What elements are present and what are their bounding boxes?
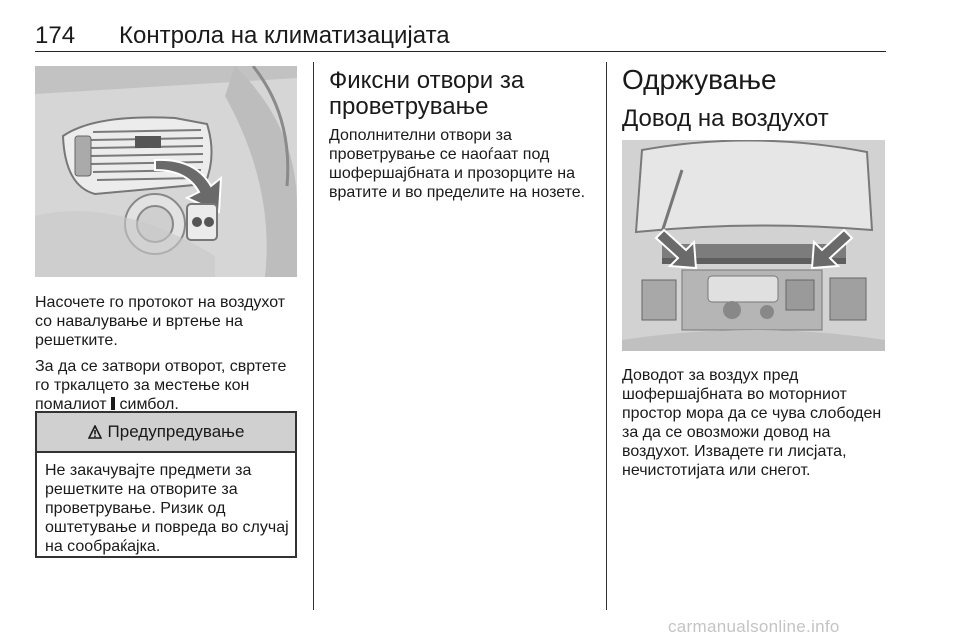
warning-box	[35, 411, 297, 558]
air-vent-illustration	[35, 66, 297, 277]
fixed-vents-text: Дополнителни отвори за проветрување се наоѓаат под шофершајбната и прозорците на вратите и во пределите на нозете.	[329, 127, 586, 201]
vent-close-text-2: симбол.	[115, 396, 179, 413]
right-column-headings	[622, 64, 888, 132]
column-divider-2	[606, 62, 607, 610]
chapter-title: Контрола на климатизацијата	[119, 22, 450, 49]
air-intake-heading: Довод на воздухот	[622, 105, 829, 132]
warning-header	[37, 413, 295, 453]
left-column-text	[35, 293, 301, 414]
warning-triangle-icon	[88, 425, 102, 439]
page-number: 174	[35, 22, 76, 49]
header-rule	[35, 51, 886, 52]
column-divider-1	[313, 62, 314, 610]
air-intake-text: Доводот за воздух пред шофершајбната во моторниот простор мора да се чува слободен за да се овозможи довод на воздухот. Извадете ги лисјата, нечистотијата или снегот.	[622, 367, 882, 479]
air-vent-drawing	[35, 66, 297, 277]
vent-close-paragraph	[35, 357, 301, 414]
maintenance-heading: Одржување	[622, 64, 777, 95]
page-header	[35, 22, 885, 52]
watermark-text: carmanualsonline.info	[668, 617, 840, 636]
middle-column	[329, 68, 595, 202]
engine-bay-drawing	[622, 140, 885, 351]
vent-direction-paragraph: Насочете го протокот на воздухот со навалување и вртење на решетките.	[35, 294, 286, 349]
warning-title: Предупредување	[107, 422, 245, 441]
warning-text: Не закачувајте предмети за решетките на отворите за проветрување. Ризик од оштетување и повреда во случај на сообраќајка.	[45, 462, 289, 555]
engine-bay-illustration	[622, 140, 885, 351]
fixed-vents-heading: Фиксни отвори за проветрување	[329, 67, 525, 120]
vent-close-text-1: За да се затвори отворот, свртете го тркалцето за местење кон помалиот	[35, 358, 287, 413]
